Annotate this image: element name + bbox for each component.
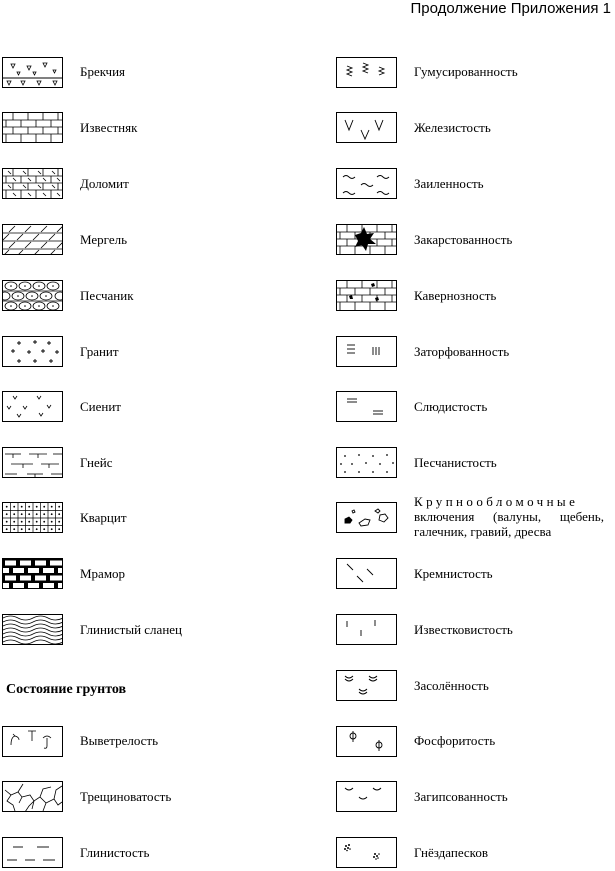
legend-label: Мрамор bbox=[80, 566, 126, 581]
legend-label bbox=[414, 494, 604, 539]
phosphorite-icon bbox=[336, 726, 397, 757]
legend-label: Известковистость bbox=[414, 622, 513, 637]
gneiss-icon bbox=[2, 447, 63, 478]
cavernous-icon bbox=[336, 280, 397, 311]
legend-label: Мергель bbox=[80, 232, 128, 247]
legend-label-rest: включения (валуны, щебень, галечник, гравий, дресва bbox=[414, 509, 604, 539]
legend-label: Известняк bbox=[80, 120, 138, 135]
legend-label: Доломит bbox=[80, 176, 129, 191]
legend-label: Заиленность bbox=[414, 176, 484, 191]
sandiness-icon bbox=[336, 447, 397, 478]
marble-icon bbox=[2, 558, 63, 589]
quartzite-icon bbox=[2, 502, 63, 533]
breccia-icon bbox=[2, 57, 63, 88]
karst-icon bbox=[336, 224, 397, 255]
humus-icon bbox=[336, 57, 397, 88]
clay-shale-icon bbox=[2, 614, 63, 645]
peat-icon bbox=[336, 336, 397, 367]
sandstone-icon bbox=[2, 280, 63, 311]
legend-label: Загипсованность bbox=[414, 789, 508, 804]
legend-label: Гнейс bbox=[80, 455, 113, 470]
legend-label: Глинистость bbox=[80, 845, 150, 860]
dolomite-icon bbox=[2, 168, 63, 199]
legend-label: Трещиноватость bbox=[80, 789, 172, 804]
legend-label: Засолённость bbox=[414, 678, 489, 693]
legend-label: Песчанистость bbox=[414, 455, 497, 470]
legend-label-line1: Крупнообломочные bbox=[414, 494, 579, 509]
legend-label: Брекчия bbox=[80, 64, 126, 79]
legend-label: Глинистый сланец bbox=[80, 622, 183, 637]
section-title: Состояние грунтов bbox=[6, 682, 127, 697]
salinity-icon bbox=[336, 670, 397, 701]
page-header: Продолжение Приложения 1 bbox=[410, 0, 611, 17]
legend-label: Сиенит bbox=[80, 399, 121, 414]
syenite-icon bbox=[2, 391, 63, 422]
mica-icon bbox=[336, 391, 397, 422]
legend-label: Гранит bbox=[80, 344, 119, 359]
legend-label: Железистость bbox=[414, 120, 491, 135]
fracturing-icon bbox=[2, 781, 63, 812]
legend-label: Слюдистость bbox=[414, 399, 488, 414]
gypsum-icon bbox=[336, 781, 397, 812]
legend-label: Кварцит bbox=[80, 510, 127, 525]
clayiness-icon bbox=[2, 837, 63, 868]
legend-label: Заторфованность bbox=[414, 344, 510, 359]
granite-icon bbox=[2, 336, 63, 367]
legend-label: Гнёздапесков bbox=[414, 845, 488, 860]
siliceous-icon bbox=[336, 558, 397, 589]
limestone-icon bbox=[2, 112, 63, 143]
legend-label: Кавернозность bbox=[414, 288, 497, 303]
siltation-icon bbox=[336, 168, 397, 199]
marl-icon bbox=[2, 224, 63, 255]
legend-label: Выветрелость bbox=[80, 733, 159, 748]
legend-label: Песчаник bbox=[80, 288, 134, 303]
calcareous-icon bbox=[336, 614, 397, 645]
coarse-inclusions-icon bbox=[336, 502, 397, 533]
weathering-icon bbox=[2, 726, 63, 757]
sand-nests-icon bbox=[336, 837, 397, 868]
legend-label: Закарстованность bbox=[414, 232, 513, 247]
legend-label: Гумусированность bbox=[414, 64, 518, 79]
ferruginous-icon bbox=[336, 112, 397, 143]
legend-label: Кремнистость bbox=[414, 566, 493, 581]
legend-label: Фосфоритость bbox=[414, 733, 496, 748]
